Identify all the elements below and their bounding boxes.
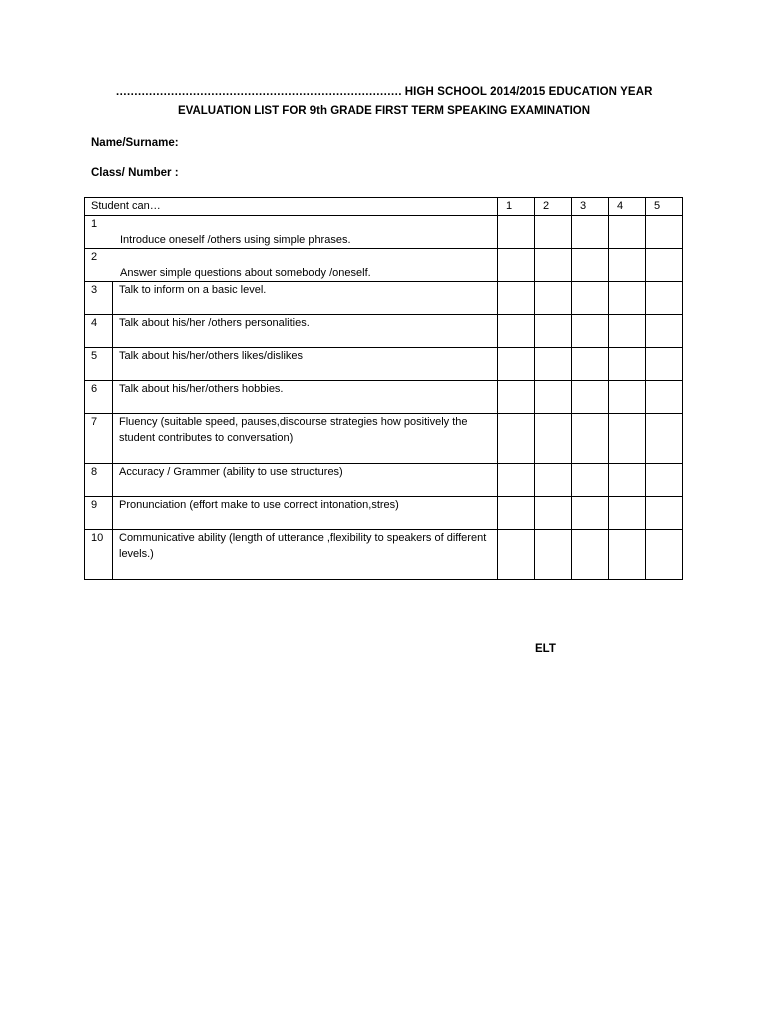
row-7-number: 7 <box>85 414 113 464</box>
table-header-row <box>85 198 683 216</box>
row-2-score-1[interactable] <box>498 249 535 282</box>
row-5-text: Talk about his/her/others likes/dislikes <box>113 348 498 381</box>
row-5-score-3[interactable] <box>572 348 609 381</box>
row-6-score-5[interactable] <box>646 381 683 414</box>
row-1-text: Introduce oneself /others using simple phrases. <box>120 234 351 246</box>
footer-elt-label: ELT <box>535 643 556 655</box>
row-3-number: 3 <box>85 282 113 315</box>
header-score-2: 2 <box>535 198 572 216</box>
row-5-score-4[interactable] <box>609 348 646 381</box>
table-row <box>85 464 683 497</box>
row-5-score-2[interactable] <box>535 348 572 381</box>
row-5-score-5[interactable] <box>646 348 683 381</box>
row-8-score-5[interactable] <box>646 464 683 497</box>
row-7-score-2[interactable] <box>535 414 572 464</box>
row-4-score-2[interactable] <box>535 315 572 348</box>
row-4-score-1[interactable] <box>498 315 535 348</box>
row-9-score-4[interactable] <box>609 497 646 530</box>
row-9-score-3[interactable] <box>572 497 609 530</box>
row-10-score-4[interactable] <box>609 530 646 580</box>
table-row <box>85 497 683 530</box>
row-4-score-3[interactable] <box>572 315 609 348</box>
school-year-title: HIGH SCHOOL 2014/2015 EDUCATION YEAR <box>404 86 653 98</box>
header-score-4: 4 <box>609 198 646 216</box>
row-3-score-5[interactable] <box>646 282 683 315</box>
row-8-number: 8 <box>85 464 113 497</box>
row-10-text: Communicative ability (length of utterance ,flexibility to speakers of different levels.) <box>113 530 498 580</box>
row-3-score-2[interactable] <box>535 282 572 315</box>
table-row <box>85 414 683 464</box>
row-1-score-4[interactable] <box>609 216 646 249</box>
row-3-score-1[interactable] <box>498 282 535 315</box>
header-score-3: 3 <box>572 198 609 216</box>
row-2-score-4[interactable] <box>609 249 646 282</box>
row-8-score-3[interactable] <box>572 464 609 497</box>
table-row <box>85 530 683 580</box>
name-surname-label: Name/Surname: <box>91 137 179 149</box>
row-9-score-1[interactable] <box>498 497 535 530</box>
row-10-score-2[interactable] <box>535 530 572 580</box>
row-2-score-2[interactable] <box>535 249 572 282</box>
table-row <box>85 216 683 249</box>
row-2-text: Answer simple questions about somebody /oneself. <box>120 267 371 279</box>
row-2-number: 2 <box>91 251 98 263</box>
row-1-number: 1 <box>91 218 98 230</box>
class-number-label: Class/ Number : <box>91 167 179 179</box>
row-1-score-3[interactable] <box>572 216 609 249</box>
row-10-score-1[interactable] <box>498 530 535 580</box>
row-3-score-4[interactable] <box>609 282 646 315</box>
row-8-text: Accuracy / Grammer (ability to use structures) <box>113 464 498 497</box>
row-6-text: Talk about his/her/others hobbies. <box>113 381 498 414</box>
row-7-score-5[interactable] <box>646 414 683 464</box>
row-2-score-3[interactable] <box>572 249 609 282</box>
row-4-text: Talk about his/her /others personalities. <box>113 315 498 348</box>
table-row <box>85 315 683 348</box>
school-title-line <box>0 86 768 98</box>
row-8-score-2[interactable] <box>535 464 572 497</box>
row-9-score-2[interactable] <box>535 497 572 530</box>
row-1-score-2[interactable] <box>535 216 572 249</box>
row-7-text: Fluency (suitable speed, pauses,discourse strategies how positively the student contributes to conversation) <box>113 414 498 464</box>
table-row <box>85 282 683 315</box>
header-score-1: 1 <box>498 198 535 216</box>
row-10-number: 10 <box>85 530 113 580</box>
row-7-score-4[interactable] <box>609 414 646 464</box>
header-score-5: 5 <box>646 198 683 216</box>
row-9-number: 9 <box>85 497 113 530</box>
row-8-score-4[interactable] <box>609 464 646 497</box>
row-6-score-3[interactable] <box>572 381 609 414</box>
table-row <box>85 381 683 414</box>
row-8-score-1[interactable] <box>498 464 535 497</box>
row-3-score-3[interactable] <box>572 282 609 315</box>
row-6-score-2[interactable] <box>535 381 572 414</box>
row-9-score-5[interactable] <box>646 497 683 530</box>
row-1-score-1[interactable] <box>498 216 535 249</box>
row-7-score-3[interactable] <box>572 414 609 464</box>
row-4-number: 4 <box>85 315 113 348</box>
table-row <box>85 249 683 282</box>
row-6-score-4[interactable] <box>609 381 646 414</box>
header-student-can: Student can… <box>85 198 498 216</box>
school-name-blank: …………………………………………………………………… <box>115 86 402 98</box>
page-subtitle: EVALUATION LIST FOR 9th GRADE FIRST TERM SPEAKING EXAMINATION <box>177 105 591 117</box>
row-7-score-1[interactable] <box>498 414 535 464</box>
table-row <box>85 348 683 381</box>
row-1-score-5[interactable] <box>646 216 683 249</box>
row-2-cell <box>85 249 498 282</box>
row-10-score-5[interactable] <box>646 530 683 580</box>
row-6-number: 6 <box>85 381 113 414</box>
row-10-score-3[interactable] <box>572 530 609 580</box>
evaluation-table <box>84 197 683 580</box>
row-2-score-5[interactable] <box>646 249 683 282</box>
row-3-text: Talk to inform on a basic level. <box>113 282 498 315</box>
row-4-score-4[interactable] <box>609 315 646 348</box>
row-4-score-5[interactable] <box>646 315 683 348</box>
row-6-score-1[interactable] <box>498 381 535 414</box>
row-1-cell <box>85 216 498 249</box>
row-9-text: Pronunciation (effort make to use correct intonation,stres) <box>113 497 498 530</box>
row-5-number: 5 <box>85 348 113 381</box>
row-5-score-1[interactable] <box>498 348 535 381</box>
